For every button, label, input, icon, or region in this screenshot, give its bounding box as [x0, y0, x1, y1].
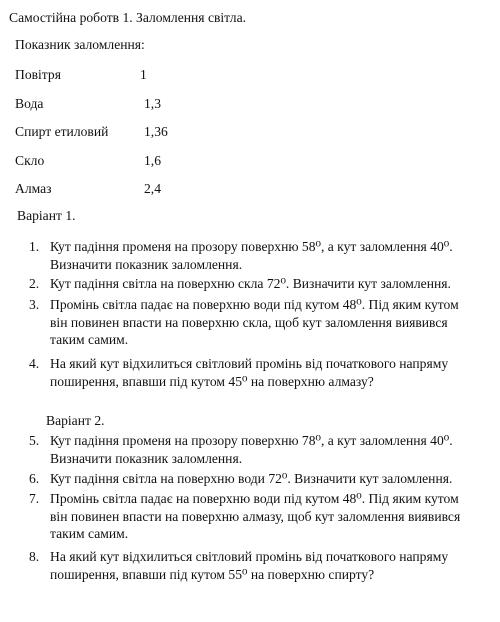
task-item [29, 296, 499, 350]
task-item [29, 238, 499, 274]
task-text-line: поширення, впавши під кутом 55⁰ на поверхню спирту? [50, 566, 375, 582]
task-number: 5. [29, 433, 40, 448]
task-item [29, 275, 499, 293]
task-text-line: Кут падіння світла на поверхню скла 72⁰. Визначити кут заломлення. [50, 276, 451, 291]
task-text-line: На який кут відхилиться світловий промінь від початкового напряму [50, 549, 449, 564]
task-text-line: таким самим. [50, 526, 129, 542]
variant-1-label: Варіант 1. [17, 208, 76, 223]
task-text-line: Кут падіння променя на прозору поверхню 78⁰, а кут заломлення 40⁰. [50, 433, 453, 448]
medium-index: 1,6 [144, 153, 161, 168]
task-number: 1. [29, 239, 40, 254]
task-item [29, 432, 499, 468]
task-text-line: Кут падіння променя на прозору поверхню 58⁰, а кут заломлення 40⁰. [50, 239, 453, 254]
task-text-line: він повинен впасти на поверхню скла, щоб кут заломлення виявився [50, 314, 448, 330]
task-text-line: Визначити показник заломлення. [50, 256, 243, 272]
task-text-line: Кут падіння світла на поверхню води 72⁰. Визначити кут заломлення. [50, 471, 453, 486]
task-text-line: таким самим. [50, 332, 129, 348]
medium-name: Повітря [15, 67, 61, 82]
indices-heading: Показник заломлення: [15, 37, 145, 52]
task-text-line: він повинен впасти на поверхню алмазу, щоб кут заломлення виявився [50, 508, 461, 524]
medium-index: 1,3 [144, 96, 161, 111]
task-item [29, 548, 499, 584]
task-number: 3. [29, 297, 40, 312]
task-number: 4. [29, 356, 40, 371]
task-item [29, 355, 499, 391]
task-text-line: На який кут відхилиться світловий промінь від початкового напряму [50, 356, 449, 371]
task-text-line: Визначити показник заломлення. [50, 450, 243, 466]
task-number: 2. [29, 276, 40, 291]
task-text-line: Промінь світла падає на поверхню води під кутом 48⁰. Під яким кутом [50, 297, 459, 312]
medium-index: 1,36 [144, 124, 168, 139]
medium-name: Спирт етиловий [15, 124, 109, 139]
page-title: Самостійна роботв 1. Заломлення світла. [9, 10, 247, 25]
variant-2-label: Варіант 2. [46, 413, 105, 428]
medium-index: 2,4 [144, 181, 161, 196]
task-item [29, 470, 499, 488]
medium-name: Алмаз [15, 181, 52, 196]
task-item [29, 490, 499, 544]
medium-index: 1 [140, 67, 147, 82]
medium-name: Скло [15, 153, 45, 168]
task-number: 7. [29, 491, 40, 506]
task-text-line: Промінь світла падає на поверхню води під кутом 48⁰. Під яким кутом [50, 491, 459, 506]
task-number: 8. [29, 549, 40, 564]
task-number: 6. [29, 471, 40, 486]
task-text-line: поширення, впавши під кутом 45⁰ на поверхню алмазу? [50, 373, 374, 389]
medium-name: Вода [15, 96, 44, 111]
